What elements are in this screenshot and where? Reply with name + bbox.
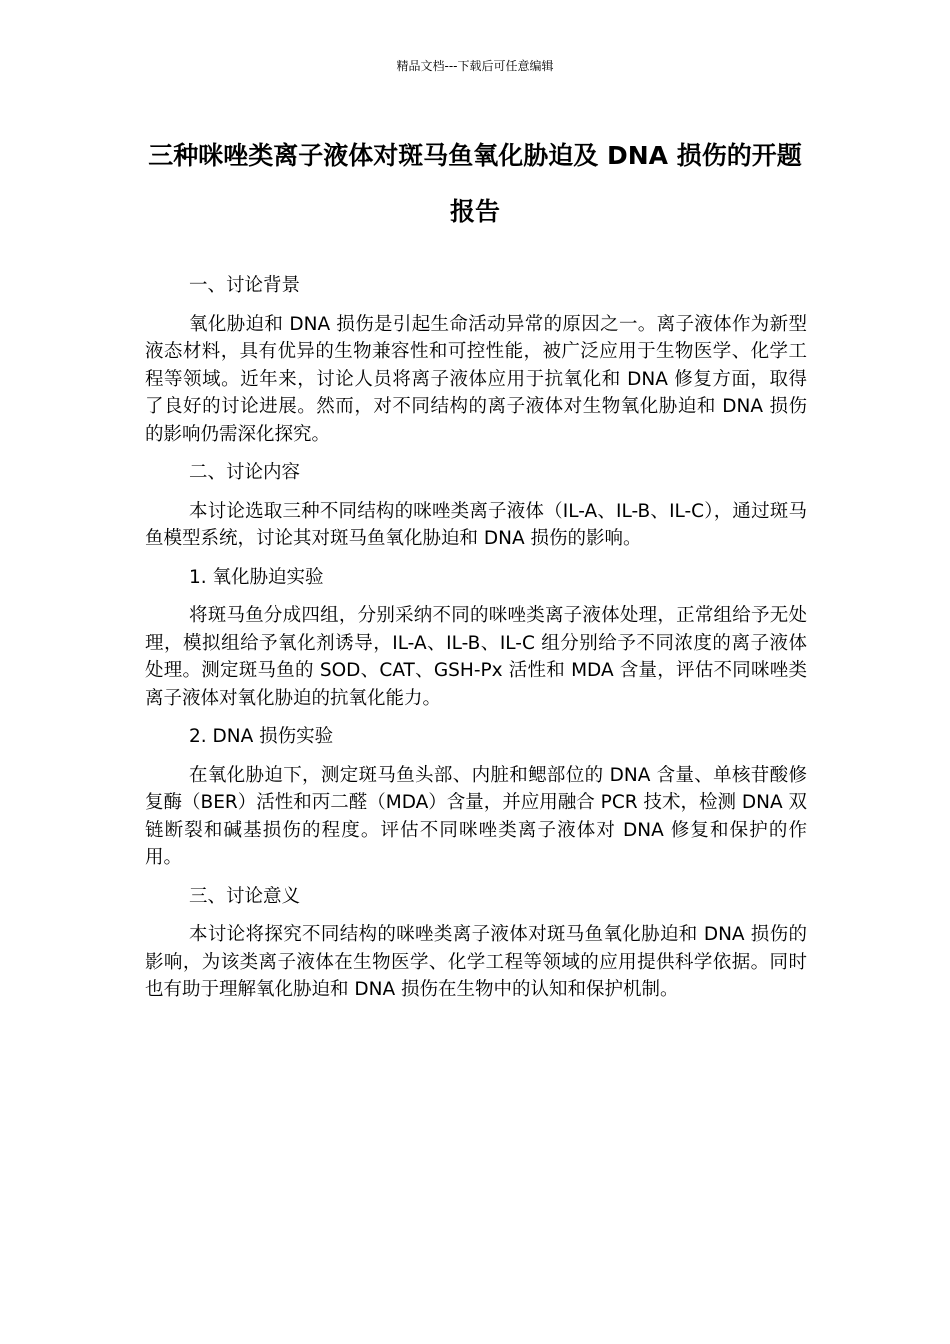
section-heading-content: 二、讨论内容 (189, 462, 301, 483)
section-paragraph-significance: 本讨论将探究不同结构的咪唑类离子液体对斑马鱼氧化胁迫和 DNA 损伤的影响，为该类离子液体在生物医学、化学工程等领域的应用提供科学依据。同时也有助于理解氧化胁迫和 DNA 损伤在生物中的认知和保护机制。 (145, 924, 807, 1000)
page-header-note: 精品文档---下载后可任意编辑 (396, 59, 554, 73)
section-heading-background: 一、讨论背景 (189, 275, 301, 296)
section-paragraph-background: 氧化胁迫和 DNA 损伤是引起生命活动异常的原因之一。离子液体作为新型液态材料，具有优异的生物兼容性和可控性能，被广泛应用于生物医学、化学工程等领域。近年来，讨论人员将离子液体应用于抗氧化和 DNA 修复方面，取得了良好的讨论进展。然而，对不同结构的离子液体对生物氧化胁迫和 DNA 损伤的影响仍需深化探究。 (145, 313, 807, 445)
section-heading-significance: 三、讨论意义 (189, 885, 301, 907)
subsection-paragraph-dna-damage: 在氧化胁迫下，测定斑马鱼头部、内脏和鳃部位的 DNA 含量、单核苷酸修复酶（BER）活性和丙二醛（MDA）含量，并应用融合 PCR 技术，检测 DNA 双链断裂和碱基损伤的程度。评估不同咪唑类离子液体对 DNA 修复和保护的作用。 (145, 764, 807, 868)
subsection-heading-oxidative-stress: 1. 氧化胁迫实验 (189, 566, 324, 588)
document-body (145, 272, 807, 1015)
document-title: 三种咪唑类离子液体对斑马鱼氧化胁迫及 DNA 损伤的开题报告 (148, 141, 802, 226)
subsection-heading-dna-damage: 2. DNA 损伤实验 (189, 726, 334, 747)
subsection-paragraph-oxidative-stress: 将斑马鱼分成四组，分别采纳不同的咪唑类离子液体处理，正常组给予无处理，模拟组给予氧化剂诱导，IL-A、IL-B、IL-C 组分别给予不同浓度的离子液体处理。测定斑马鱼的 SOD、CAT、GSH-Px 活性和 MDA 含量，评估不同咪唑类离子液体对氧化胁迫的抗氧化能力。 (145, 605, 807, 709)
section-paragraph-content: 本讨论选取三种不同结构的咪唑类离子液体（IL-A、IL-B、IL-C），通过斑马鱼模型系统，讨论其对斑马鱼氧化胁迫和 DNA 损伤的影响。 (145, 500, 807, 549)
